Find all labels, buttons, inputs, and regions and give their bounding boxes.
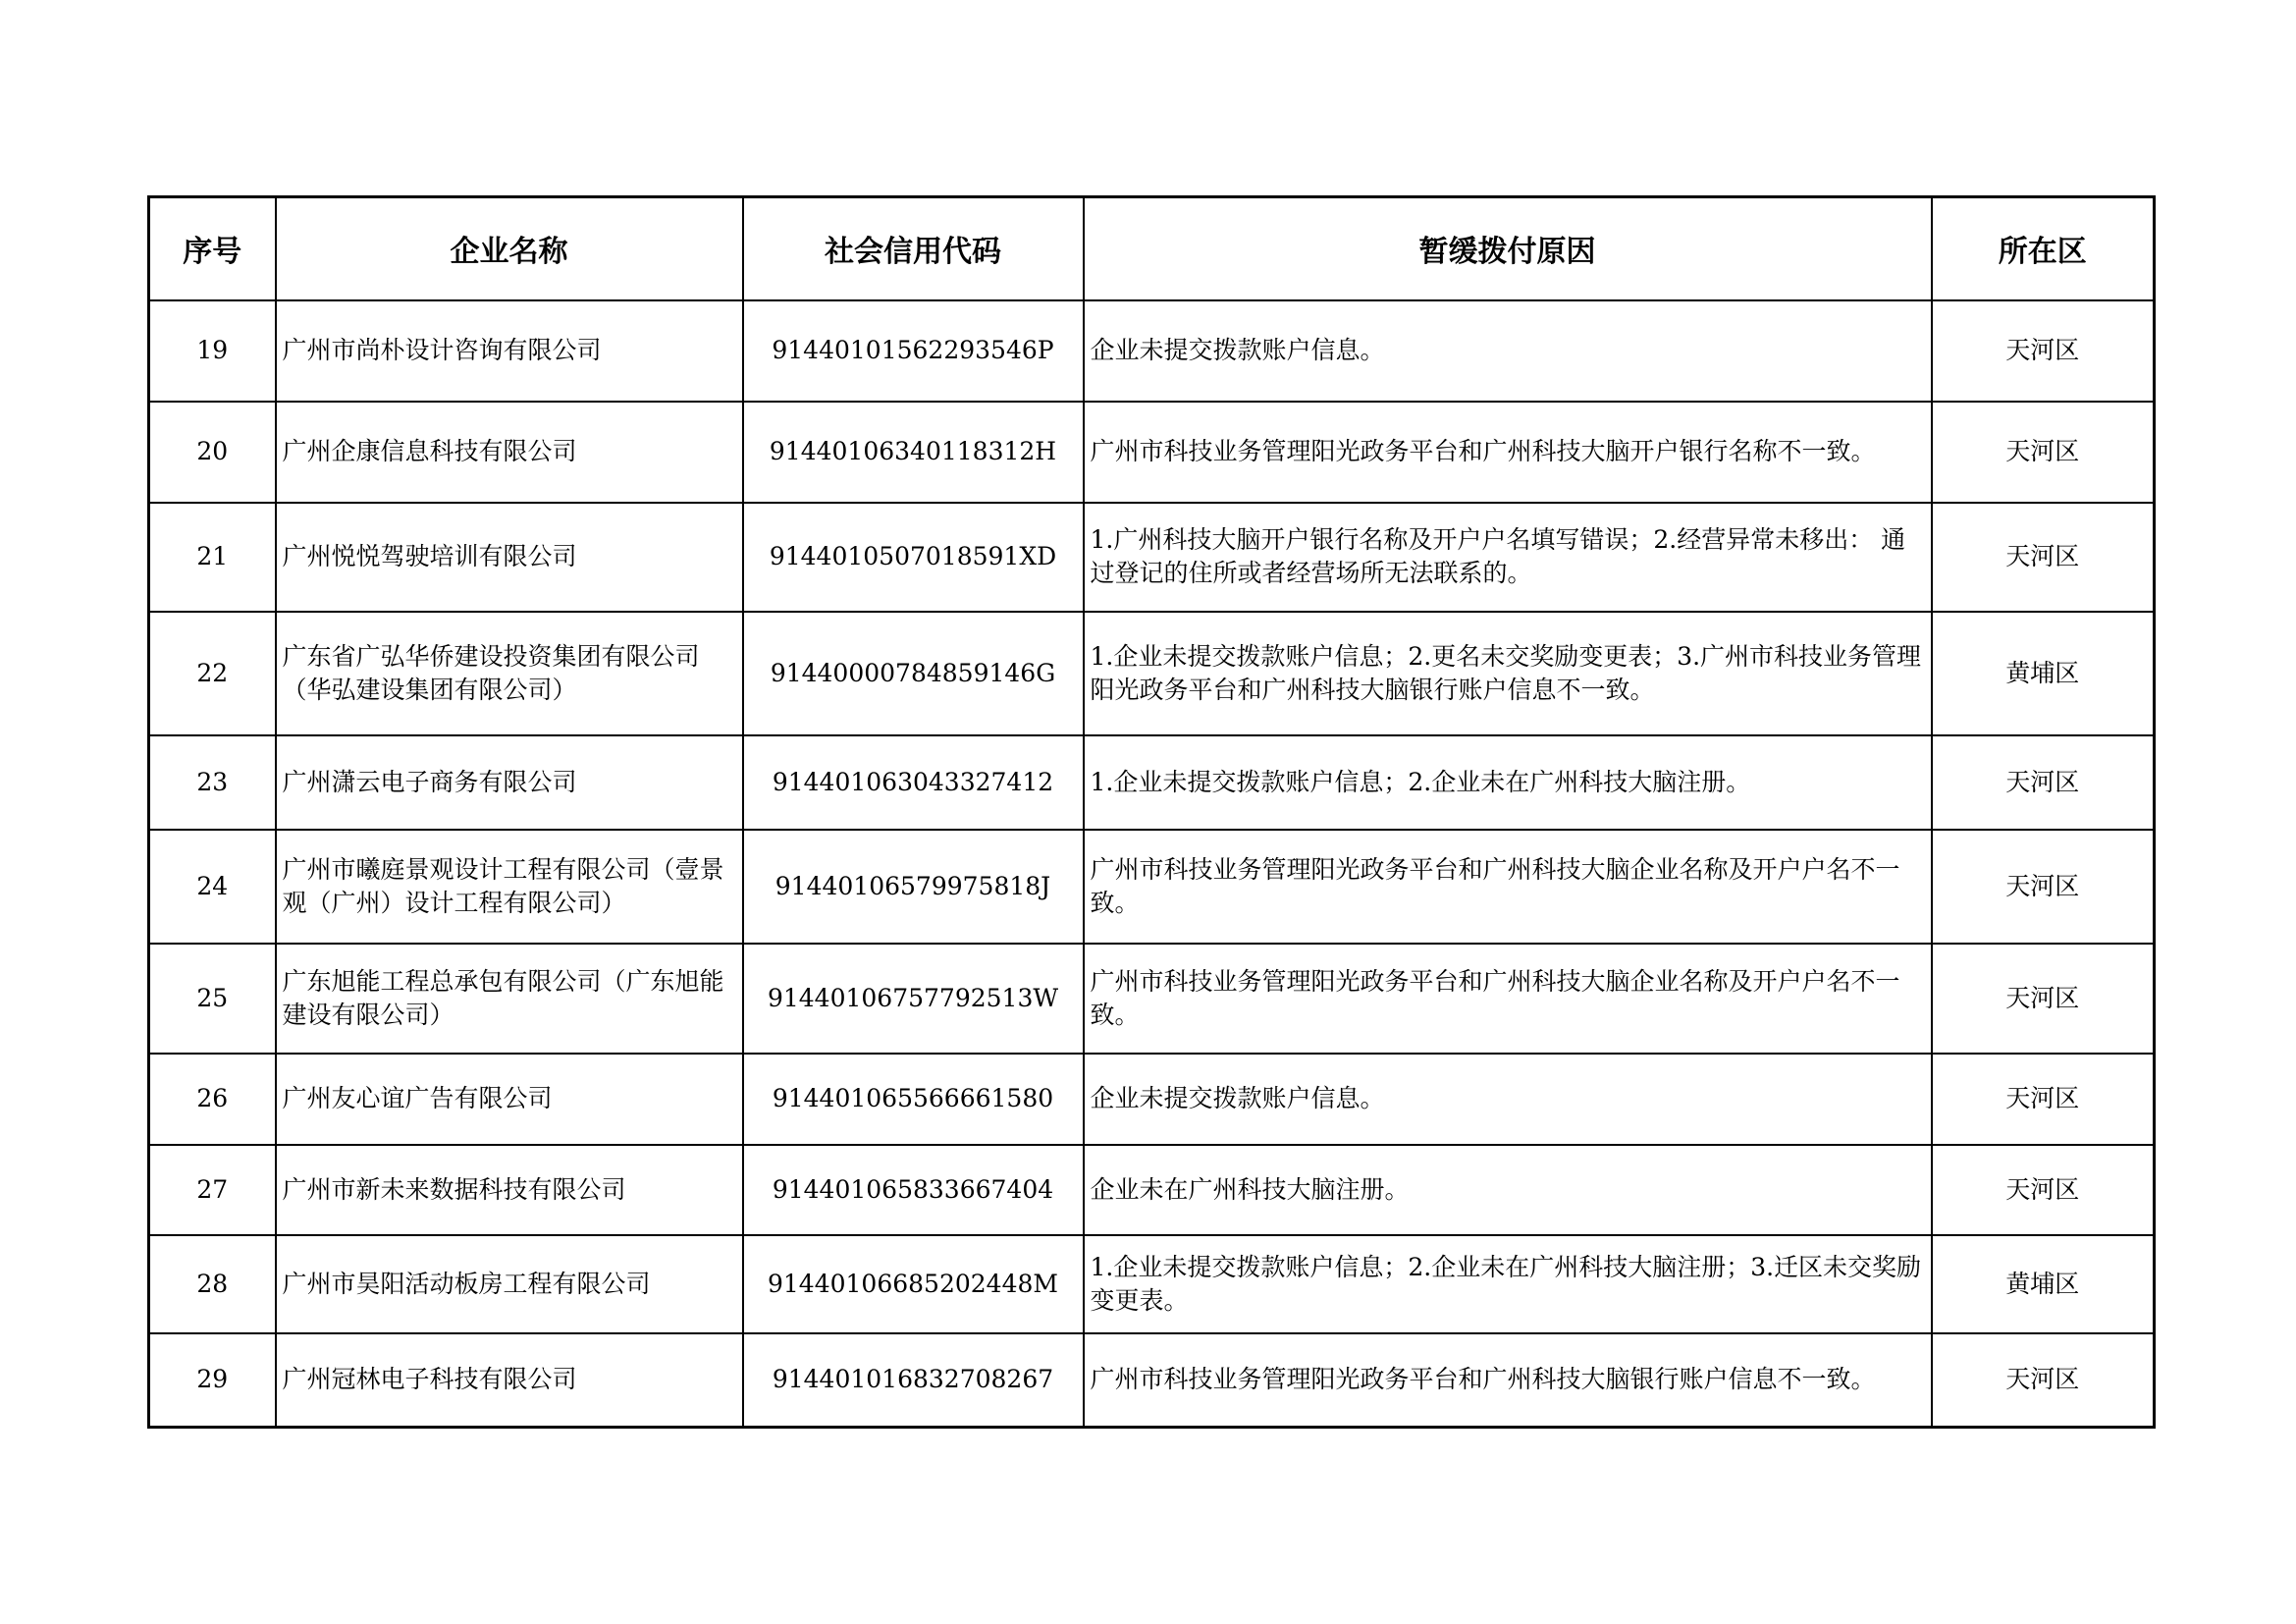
table-row: [149, 402, 2155, 503]
company-name: 广州悦悦驾驶培训有限公司: [276, 503, 743, 612]
credit-code: 91440106579975818J: [743, 830, 1084, 944]
deferral-reason: 1.企业未提交拨款账户信息；2.更名未交奖励变更表；3.广州市科技业务管理阳光政务平台和广州科技大脑银行账户信息不一致。: [1084, 612, 1932, 735]
credit-code: 914401065566661580: [743, 1054, 1084, 1145]
table-row: [149, 1054, 2155, 1145]
deferral-reason: 广州市科技业务管理阳光政务平台和广州科技大脑银行账户信息不一致。: [1084, 1333, 1932, 1428]
serial-number: 27: [149, 1145, 276, 1235]
company-name: 广州友心谊广告有限公司: [276, 1054, 743, 1145]
serial-number: 29: [149, 1333, 276, 1428]
table-header-row: [149, 197, 2155, 300]
header-serial-number: 序号: [149, 197, 276, 300]
company-name: 广州市新未来数据科技有限公司: [276, 1145, 743, 1235]
credit-code: 91440106685202448M: [743, 1235, 1084, 1333]
header-district: 所在区: [1932, 197, 2155, 300]
company-name: 广东旭能工程总承包有限公司（广东旭能建设有限公司）: [276, 944, 743, 1054]
table-row: [149, 1235, 2155, 1333]
header-credit-code: 社会信用代码: [743, 197, 1084, 300]
credit-code: 91440106757792513W: [743, 944, 1084, 1054]
table-row: [149, 612, 2155, 735]
district: 黄埔区: [1932, 1235, 2155, 1333]
credit-code: 914401063043327412: [743, 735, 1084, 830]
district: 天河区: [1932, 1054, 2155, 1145]
deferral-reason: 1.企业未提交拨款账户信息；2.企业未在广州科技大脑注册；3.迁区未交奖励变更表。: [1084, 1235, 1932, 1333]
company-name: 广州潇云电子商务有限公司: [276, 735, 743, 830]
deferral-reason: 1.广州科技大脑开户银行名称及开户户名填写错误；2.经营异常未移出： 通过登记的住所或者经营场所无法联系的。: [1084, 503, 1932, 612]
district: 天河区: [1932, 830, 2155, 944]
credit-code: 914401065833667404: [743, 1145, 1084, 1235]
district: 天河区: [1932, 503, 2155, 612]
deferral-reason: 1.企业未提交拨款账户信息；2.企业未在广州科技大脑注册。: [1084, 735, 1932, 830]
table-row: [149, 503, 2155, 612]
deferral-reason: 广州市科技业务管理阳光政务平台和广州科技大脑企业名称及开户户名不一致。: [1084, 830, 1932, 944]
company-name: 广州市曦庭景观设计工程有限公司（壹景观（广州）设计工程有限公司）: [276, 830, 743, 944]
credit-code: 91440000784859146G: [743, 612, 1084, 735]
company-name: 广州冠林电子科技有限公司: [276, 1333, 743, 1428]
deferral-reason: 广州市科技业务管理阳光政务平台和广州科技大脑企业名称及开户户名不一致。: [1084, 944, 1932, 1054]
table-row: [149, 300, 2155, 402]
district: 天河区: [1932, 735, 2155, 830]
deferral-reason: 企业未在广州科技大脑注册。: [1084, 1145, 1932, 1235]
serial-number: 23: [149, 735, 276, 830]
table-row: [149, 1333, 2155, 1428]
district: 天河区: [1932, 1145, 2155, 1235]
serial-number: 20: [149, 402, 276, 503]
table-row: [149, 1145, 2155, 1235]
company-name: 广州市昊阳活动板房工程有限公司: [276, 1235, 743, 1333]
credit-code: 9144010507018591XD: [743, 503, 1084, 612]
table-row: [149, 944, 2155, 1054]
company-name: 广东省广弘华侨建设投资集团有限公司（华弘建设集团有限公司）: [276, 612, 743, 735]
deferred-payment-table: [147, 195, 2156, 1429]
district: 天河区: [1932, 944, 2155, 1054]
deferral-reason: 企业未提交拨款账户信息。: [1084, 1054, 1932, 1145]
credit-code: 914401016832708267: [743, 1333, 1084, 1428]
deferral-reason: 广州市科技业务管理阳光政务平台和广州科技大脑开户银行名称不一致。: [1084, 402, 1932, 503]
credit-code: 91440101562293546P: [743, 300, 1084, 402]
district: 天河区: [1932, 402, 2155, 503]
serial-number: 21: [149, 503, 276, 612]
district: 天河区: [1932, 300, 2155, 402]
serial-number: 19: [149, 300, 276, 402]
header-company-name: 企业名称: [276, 197, 743, 300]
serial-number: 28: [149, 1235, 276, 1333]
table-row: [149, 735, 2155, 830]
header-deferral-reason: 暂缓拨付原因: [1084, 197, 1932, 300]
company-name: 广州市尚朴设计咨询有限公司: [276, 300, 743, 402]
serial-number: 22: [149, 612, 276, 735]
district: 天河区: [1932, 1333, 2155, 1428]
table-row: [149, 830, 2155, 944]
deferral-reason: 企业未提交拨款账户信息。: [1084, 300, 1932, 402]
serial-number: 24: [149, 830, 276, 944]
company-name: 广州企康信息科技有限公司: [276, 402, 743, 503]
serial-number: 26: [149, 1054, 276, 1145]
credit-code: 91440106340118312H: [743, 402, 1084, 503]
serial-number: 25: [149, 944, 276, 1054]
district: 黄埔区: [1932, 612, 2155, 735]
